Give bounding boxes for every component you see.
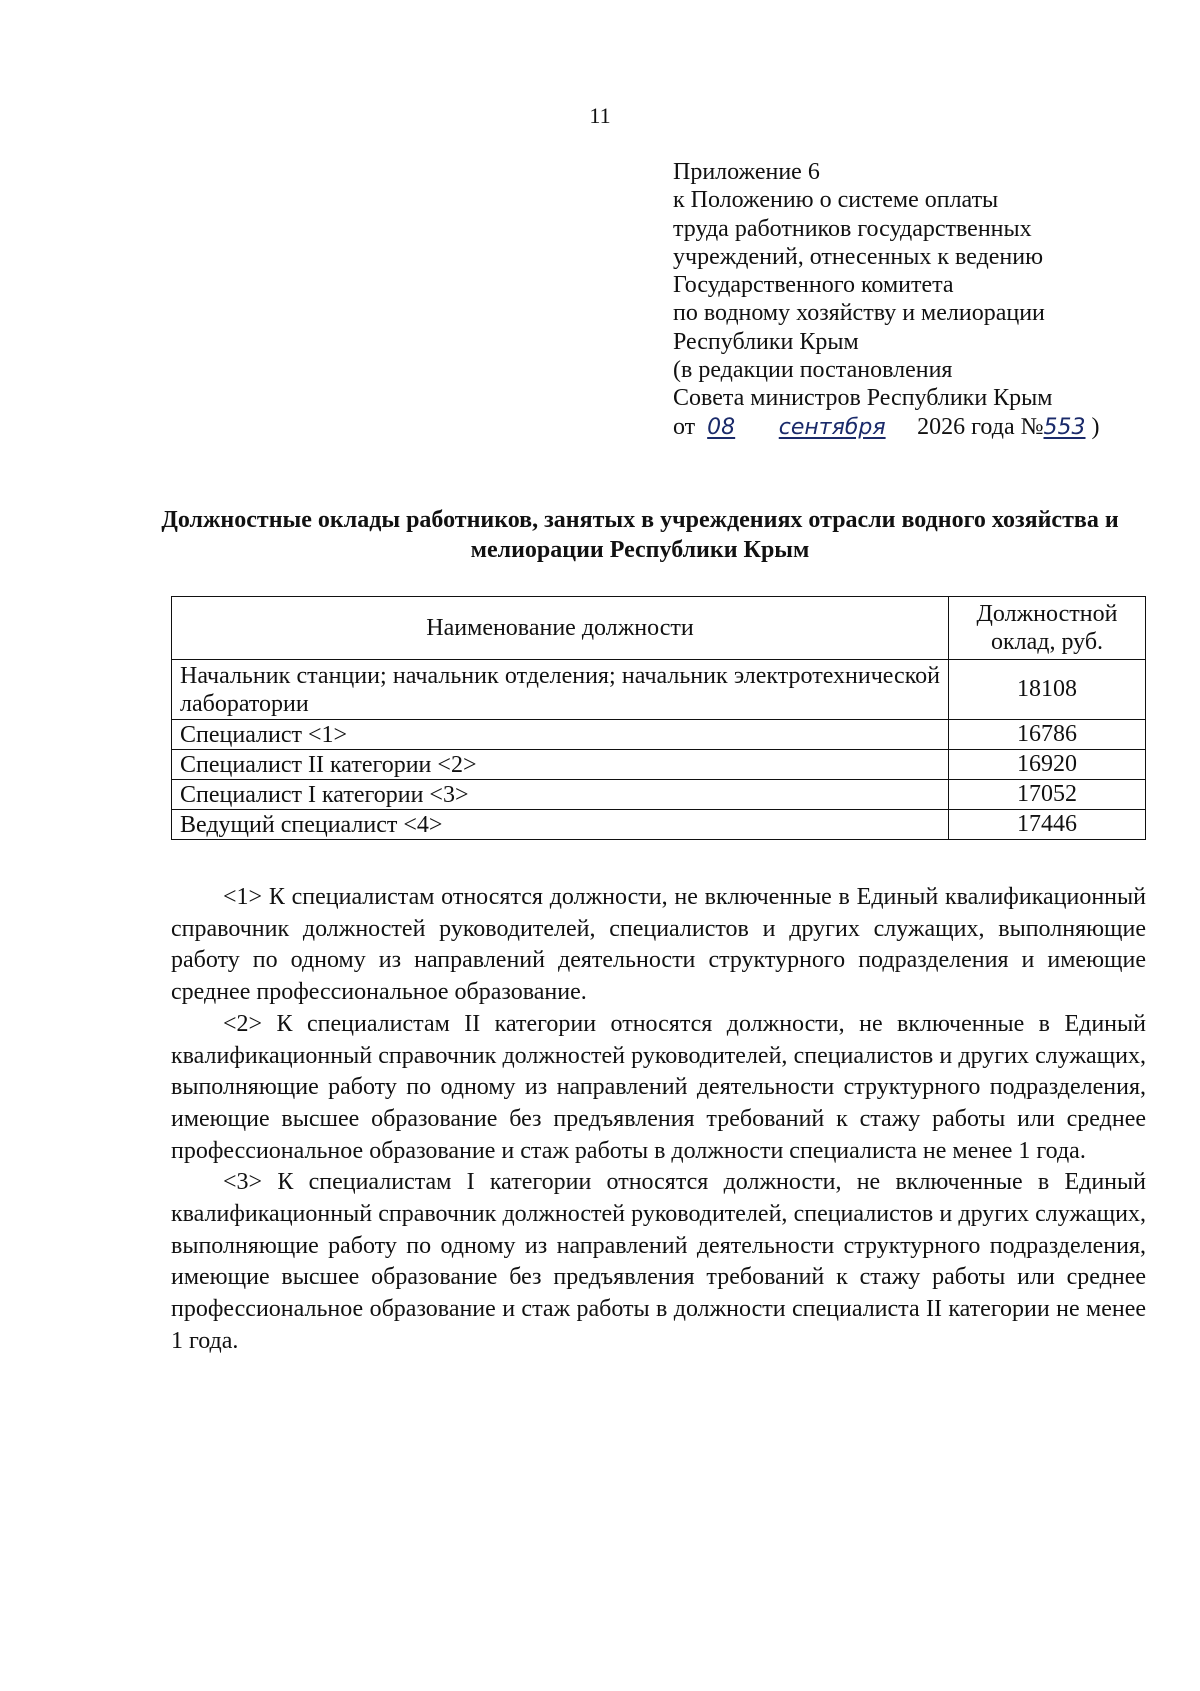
table-header-row: [172, 597, 1146, 660]
header-position-name: Наименование должности: [172, 597, 949, 660]
table-row: [172, 780, 1146, 810]
table-row: [172, 810, 1146, 840]
footnote-paragraph: <3> К специалистам I категории относятся должности, не включенные в Единый квалификационный справочник должностей руководителей, специалистов и других служащих, выполняющие работу по одному из направлений деятельности структурного подразделения, имеющие высшее образование без предъявления требований к стажу работы или среднее профессиональное образование и стаж работы в должности специалиста II категории не менее 1 года.: [171, 1169, 1146, 1354]
handwritten-month: сентября: [778, 414, 886, 440]
position-name: Специалист I категории <3>: [172, 780, 949, 810]
position-name: Ведущий специалист <4>: [172, 810, 949, 840]
document-title: Должностные оклады работников, занятых в учреждениях отрасли водного хозяйства и мелиорации Республики Крым: [161, 507, 1119, 563]
date-prefix: от: [673, 413, 696, 440]
salary-value: 16920: [949, 750, 1146, 780]
handwritten-day: 08: [707, 414, 736, 440]
appendix-line: к Положению о системе оплаты: [673, 187, 999, 214]
footnote-paragraph: <2> К специалистам II категории относятся должности, не включенные в Единый квалификационный справочник должностей руководителей, специалистов и других служащих, выполняющие работу по одному из направлений деятельности структурного подразделения, имеющие высшее образование без предъявления требований к стажу работы или среднее профессиональное образование и стаж работы в должности специалиста не менее 1 года.: [171, 1010, 1146, 1164]
position-name: Начальник станции; начальник отделения; начальник электротехнической лаборатории: [172, 660, 949, 720]
appendix-line: Республики Крым: [673, 328, 859, 355]
page-number: 11: [589, 103, 611, 128]
appendix-line: Государственного комитета: [673, 272, 954, 299]
position-name: Специалист II категории <2>: [172, 750, 949, 780]
salary-value: 18108: [949, 660, 1146, 720]
handwritten-doc-number: 553: [1043, 414, 1086, 440]
salary-table: [171, 596, 1146, 840]
appendix-date-line: [673, 413, 1143, 442]
appendix-line: Приложение 6: [673, 159, 820, 185]
position-name: Специалист <1>: [172, 720, 949, 750]
table-row: [172, 720, 1146, 750]
closing-paren: ): [1091, 413, 1100, 440]
appendix-line: по водному хозяйству и мелиорации: [673, 300, 1045, 327]
appendix-line: (в редакции постановления: [673, 357, 953, 384]
appendix-line: Совета министров Республики Крым: [673, 385, 1053, 412]
appendix-line: труда работников государственных: [673, 215, 1032, 242]
footnote-paragraph: <1> К специалистам относятся должности, не включенные в Единый квалификационный справочник должностей руководителей, специалистов и других служащих, выполняющие работу по одному из направлений деятельности структурного подразделения и имеющие среднее профессиональное образование.: [171, 884, 1146, 1006]
appendix-header: [673, 158, 1143, 442]
salary-value: 17052: [949, 780, 1146, 810]
salary-value: 17446: [949, 810, 1146, 840]
date-year-text: 2026 года №: [917, 413, 1044, 440]
header-salary: Должностной оклад, руб.: [949, 597, 1146, 660]
table-row: [172, 750, 1146, 780]
footnotes: [171, 882, 1146, 1358]
salary-value: 16786: [949, 720, 1146, 750]
appendix-line: учреждений, отнесенных к ведению: [673, 243, 1044, 270]
table-row: [172, 660, 1146, 720]
